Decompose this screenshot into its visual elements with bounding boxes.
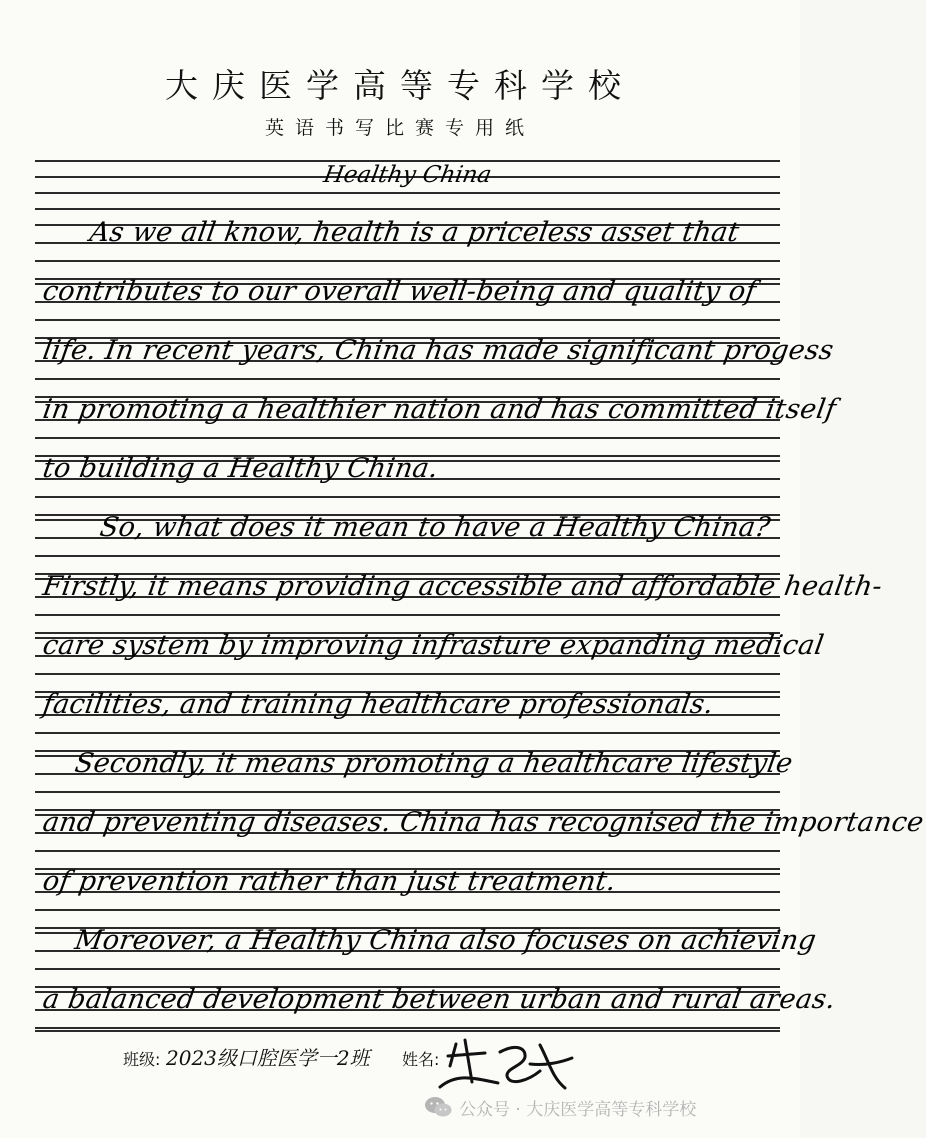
essay-line-3: life. In recent years, China has made significant progess xyxy=(40,335,836,366)
rule-line xyxy=(35,791,780,793)
rule-line xyxy=(35,555,780,557)
rule-line xyxy=(35,614,780,616)
essay-line-6: So, what does it mean to have a Healthy China? xyxy=(97,512,773,543)
rule-line xyxy=(35,496,780,498)
rule-line xyxy=(35,208,780,210)
wechat-icon xyxy=(423,1095,453,1119)
essay-line-9: facilities, and training healthcare professionals. xyxy=(40,689,716,720)
class-label: 班级: xyxy=(123,1050,161,1069)
name-label: 姓名: xyxy=(402,1050,440,1069)
rule-line xyxy=(35,319,780,321)
essay-line-1: As we all know, health is a priceless asset that xyxy=(87,217,742,248)
rule-line xyxy=(35,260,780,262)
class-value: 2023级口腔医学一2班 xyxy=(166,1046,370,1070)
essay-line-4: in promoting a healthier nation and has committed itself xyxy=(40,394,839,425)
rule-line xyxy=(35,1027,780,1029)
wechat-public-account-watermark xyxy=(423,1094,696,1120)
essay-line-13: Moreover, a Healthy China also focuses on achieving xyxy=(72,925,819,956)
ruled-writing-area xyxy=(35,152,926,1032)
rule-line xyxy=(35,1030,780,1032)
rule-line xyxy=(35,732,780,734)
essay-line-7: Firstly, it means providing accessible and affordable health- xyxy=(40,571,885,602)
essay-line-10: Secondly, it means promoting a healthcare lifestyle xyxy=(72,748,795,779)
rule-line xyxy=(35,909,780,911)
handwritten-signature xyxy=(430,1032,580,1102)
paper-subtitle: 英语书写比赛专用纸 xyxy=(264,117,535,139)
essay-title: Healthy China xyxy=(321,162,494,188)
essay-line-5: to building a Healthy China. xyxy=(40,453,441,484)
essay-line-11: and preventing diseases. China has recognised the importance xyxy=(40,807,926,838)
rule-line xyxy=(35,968,780,970)
rule-line xyxy=(35,850,780,852)
watermark-text: 公众号 · 大庆医学高等专科学校 xyxy=(459,1099,697,1120)
essay-line-14: a balanced development between urban and rural areas. xyxy=(40,984,838,1015)
rule-line xyxy=(35,192,780,194)
essay-line-8: care system by improving infrasture expanding medical xyxy=(40,630,827,661)
rule-line xyxy=(35,673,780,675)
essay-line-12: of prevention rather than just treatment. xyxy=(40,866,619,897)
rule-line xyxy=(35,437,780,439)
rule-line xyxy=(35,378,780,380)
essay-line-2: contributes to our overall well-being and quality of xyxy=(40,276,759,307)
school-name: 大庆医学高等专科学校 xyxy=(165,66,635,105)
